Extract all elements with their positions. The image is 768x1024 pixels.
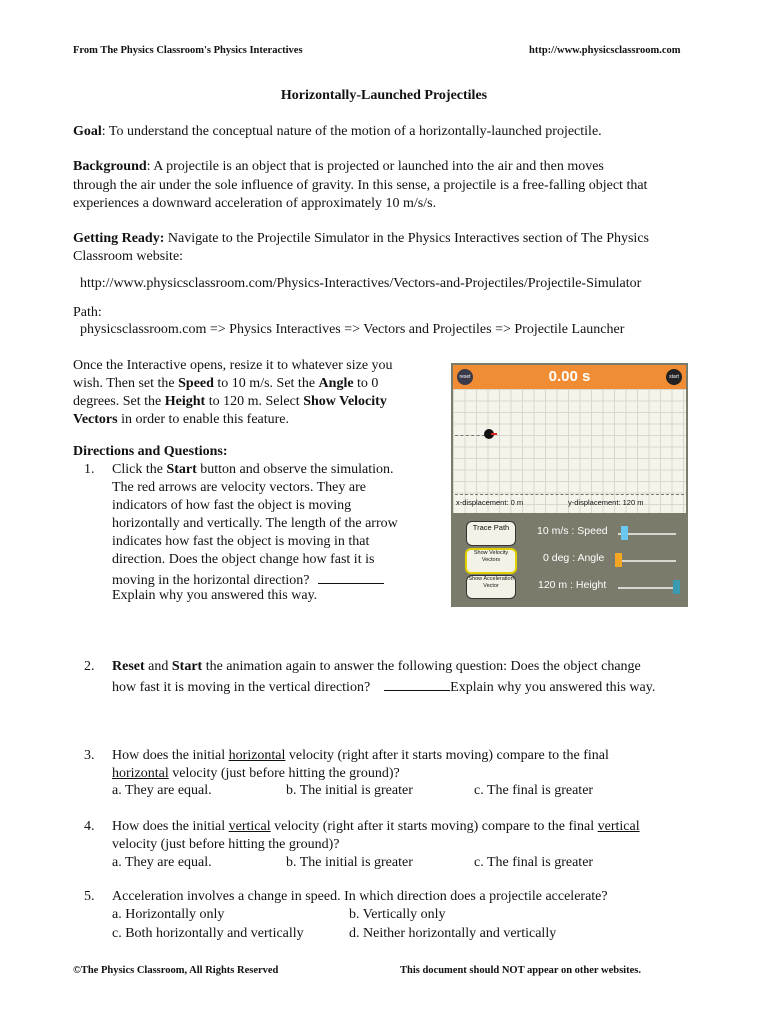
q4-option-b[interactable]: b. The initial is greater [286,855,413,870]
simulator-control-panel [453,515,686,605]
q3-option-c[interactable]: c. The final is greater [474,783,594,798]
setup-line-2: wish. Then set the Speed to 10 m/s. Set the Angle to 0 [73,376,379,391]
speed-slider-handle[interactable] [621,526,628,540]
q5-option-a[interactable]: a. Horizontally only [112,907,225,922]
background-label: Background [73,159,147,174]
q3-option-b[interactable]: b. The initial is greater [286,783,413,798]
goal-paragraph [73,123,602,141]
background-line-1: Background: A projectile is an object that is projected or launched into the air and then moves [73,159,604,174]
q4-option-c[interactable]: c. The final is greater [474,855,594,870]
background-line-2: through the air under the sole influence of gravity. In this sense, a projectile is a free-falling object that [73,178,648,193]
q1-line-5: indicates how fast the object is moving in that [112,534,370,549]
start-icon[interactable]: start [666,369,682,385]
q1-number: 1. [84,462,95,477]
q5-option-d[interactable]: d. Neither horizontally and vertically [349,926,557,941]
header-left: From The Physics Classroom's Physics Interactives [73,45,303,56]
header-url[interactable]: http://www.physicsclassroom.com [529,45,681,56]
simulator-timer-bar [453,365,686,389]
directions-heading: Directions and Questions: [73,444,228,459]
y-displacement-readout: y-displacement: 120 m [568,498,644,507]
velocity-vector-arrow [491,433,497,435]
q1-line-2: The red arrows are velocity vectors. They are [112,480,366,495]
q2-answer-blank[interactable] [384,676,450,691]
reset-icon[interactable]: reset [457,369,473,385]
q1-line-3: indicators of how fast the object is moving [112,498,352,513]
q4-line-1: How does the initial vertical velocity (right after it starts moving) compare to the final vertical [112,819,640,834]
getting-ready-line-2: Classroom website: [73,249,184,264]
setup-line-1: Once the Interactive opens, resize it to whatever size you [73,358,393,373]
q1-line-4: horizontally and vertically. The length of the arrow [112,516,398,531]
path-label: Path: [73,305,102,320]
simulator-time: 0.00 s [548,368,591,385]
projectile-simulator [451,363,688,607]
trace-path-button[interactable]: Trace Path [466,521,516,546]
q4-line-2: velocity (just before hitting the ground)? [112,837,340,852]
q1-line-1: Click the Start button and observe the simulation. [112,462,394,477]
angle-label: 0 deg : Angle [543,552,605,564]
goal-text: : To understand the conceptual nature of the motion of a horizontally-launched projectile. [101,124,602,139]
setup-line-4: Vectors in order to enable this feature. [73,412,290,427]
q3-number: 3. [84,748,95,763]
q1-line-8: Explain why you answered this way. [112,588,318,603]
footer-copyright: ©The Physics Classroom, All Rights Reserved [73,965,279,976]
page-title: Horizontally-Launched Projectiles [280,88,488,103]
q2-line-2: how fast it is moving in the vertical direction? Explain why you answered this way. [112,676,655,697]
q5-line-1: Acceleration involves a change in speed. In which direction does a projectile accelerate? [112,889,608,904]
q2-line-1: Reset and Start the animation again to answer the following question: Does the object change [112,659,641,674]
getting-ready-label: Getting Ready: [73,231,165,246]
q1-line-6: direction. Does the object change how fast it is [112,552,375,567]
height-slider-track[interactable] [618,587,676,589]
q4-option-a[interactable]: a. They are equal. [112,855,212,870]
q1-answer-blank[interactable] [318,569,384,584]
x-displacement-readout: x-displacement: 0 m [456,498,524,507]
setup-line-3: degrees. Set the Height to 120 m. Select Show Velocity [73,394,387,409]
q3-option-a[interactable]: a. They are equal. [112,783,212,798]
height-slider-handle[interactable] [673,580,680,594]
show-velocity-vectors-button[interactable]: Show Velocity Vectors [465,548,517,574]
cliff-edge-line [455,435,485,436]
q2-number: 2. [84,659,95,674]
speed-label: 10 m/s : Speed [537,525,608,537]
footer-notice: This document should NOT appear on other websites. [400,965,641,976]
angle-slider-handle[interactable] [615,553,622,567]
q4-number: 4. [84,819,95,834]
q5-number: 5. [84,889,95,904]
ground-line [455,494,684,495]
angle-slider-track[interactable] [618,560,676,562]
q3-line-1: How does the initial horizontal velocity (right after it starts moving) compare to the final [112,748,609,763]
simulator-url[interactable]: http://www.physicsclassroom.com/Physics-Interactives/Vectors-and-Projectiles/Projectile-Simulator [80,276,642,291]
background-line-3: experiences a downward acceleration of approximately 10 m/s/s. [73,196,437,211]
getting-ready-line-1: Getting Ready: Navigate to the Projectile Simulator in the Physics Interactives section of The Physics [73,231,649,246]
navigation-path: physicsclassroom.com => Physics Interactives => Vectors and Projectiles => Projectile Launcher [80,322,625,337]
height-label: 120 m : Height [538,579,607,591]
q5-option-b[interactable]: b. Vertically only [349,907,446,922]
q3-line-2: horizontal velocity (just before hitting the ground)? [112,766,400,781]
show-acceleration-vector-button[interactable]: Show Acceleration Vector [466,575,516,599]
q5-option-c[interactable]: c. Both horizontally and vertically [112,926,304,941]
q1-line-7: moving in the horizontal direction? [112,569,384,590]
goal-label: Goal [73,124,102,139]
simulator-field [453,389,686,513]
